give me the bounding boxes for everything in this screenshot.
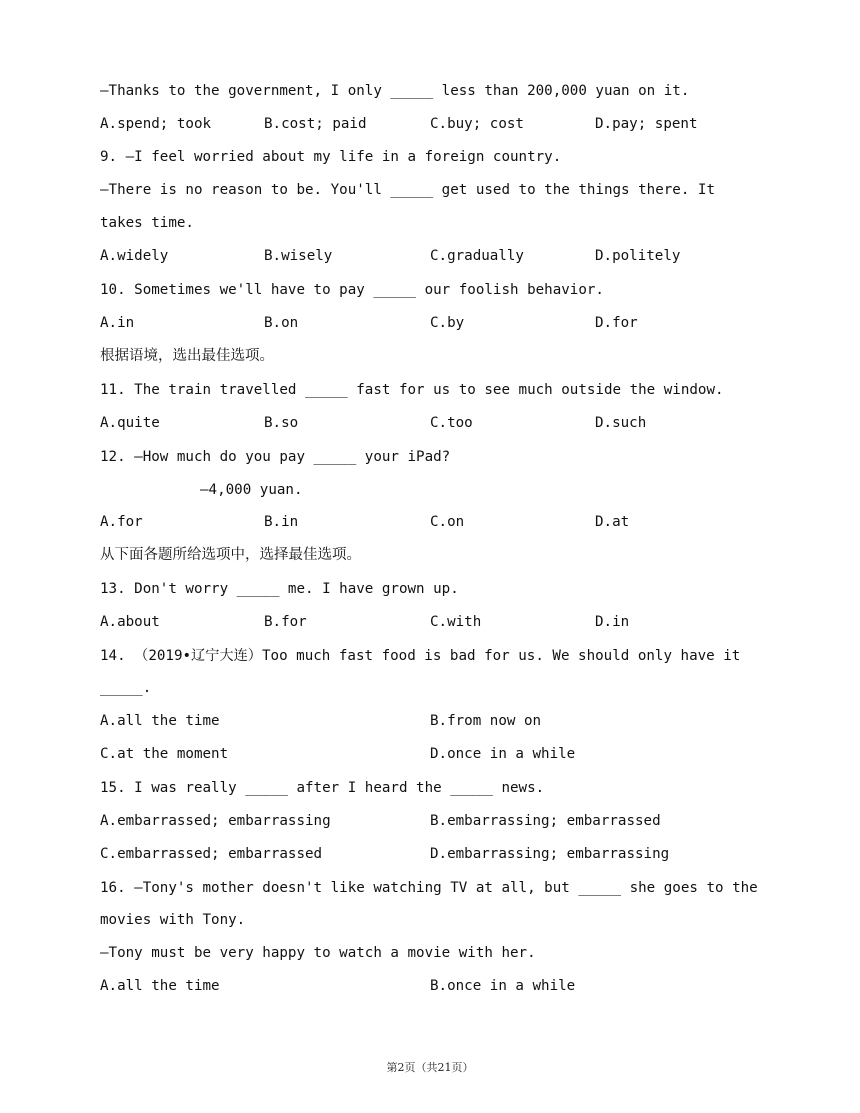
option-c: C.on bbox=[430, 514, 465, 530]
question-13: 13. Don't worry _____ me. I have grown up. bbox=[100, 581, 459, 597]
question-8-answer-line: —Thanks to the government, I only _____ less than 200,000 yuan on it. bbox=[100, 83, 690, 99]
option-b: B.so bbox=[264, 415, 299, 431]
option-a: A.all the time bbox=[100, 713, 220, 729]
option-c: C.by bbox=[430, 315, 465, 331]
option-c: C.too bbox=[430, 415, 473, 431]
option-a: A.all the time bbox=[100, 978, 220, 994]
option-d: D.such bbox=[595, 415, 647, 431]
option-d: D.embarrassing; embarrassing bbox=[430, 846, 670, 862]
option-a: A.in bbox=[100, 315, 135, 331]
option-d: D.in bbox=[595, 614, 630, 630]
question-9-line-3: takes time. bbox=[100, 215, 194, 231]
option-c: C.at the moment bbox=[100, 746, 229, 762]
option-b: B.embarrassing; embarrassed bbox=[430, 813, 661, 829]
option-b: B.wisely bbox=[264, 248, 333, 264]
section-instruction: 从下面各题所给选项中，选择最佳选项。 bbox=[100, 547, 361, 563]
question-15: 15. I was really _____ after I heard the _____ news. bbox=[100, 780, 545, 796]
option-d: D.pay; spent bbox=[595, 116, 698, 132]
question-14-line-2: _____. bbox=[100, 680, 152, 696]
question-12-line-2: —4,000 yuan. bbox=[200, 482, 303, 498]
option-a: A.spend; took bbox=[100, 116, 212, 132]
option-d: D.for bbox=[595, 315, 638, 331]
option-d: D.at bbox=[595, 514, 630, 530]
option-b: B.cost; paid bbox=[264, 116, 367, 132]
question-16-line-2: movies with Tony. bbox=[100, 912, 246, 928]
question-12: 12. —How much do you pay _____ your iPad? bbox=[100, 449, 451, 465]
question-16: 16. —Tony's mother doesn't like watching TV at all, but _____ she goes to the bbox=[100, 880, 758, 896]
option-b: B.from now on bbox=[430, 713, 542, 729]
option-a: A.for bbox=[100, 514, 143, 530]
option-a: A.widely bbox=[100, 248, 169, 264]
page-number-footer: 第2页（共21页） bbox=[386, 1061, 474, 1074]
option-a: A.embarrassed; embarrassing bbox=[100, 813, 331, 829]
option-c: C.with bbox=[430, 614, 482, 630]
option-b: B.for bbox=[264, 614, 307, 630]
option-a: A.quite bbox=[100, 415, 160, 431]
option-d: D.politely bbox=[595, 248, 681, 264]
option-b: B.on bbox=[264, 315, 299, 331]
question-11: 11. The train travelled _____ fast for us to see much outside the window. bbox=[100, 382, 724, 398]
option-d: D.once in a while bbox=[430, 746, 576, 762]
question-14: 14. （2019•辽宁大连）Too much fast food is bad for us. We should only have it bbox=[100, 648, 741, 664]
question-10: 10. Sometimes we'll have to pay _____ our foolish behavior. bbox=[100, 282, 604, 298]
option-c: C.buy; cost bbox=[430, 116, 524, 132]
question-9-line-2: —There is no reason to be. You'll _____ get used to the things there. It bbox=[100, 182, 715, 198]
question-16-line-3: —Tony must be very happy to watch a movie with her. bbox=[100, 945, 536, 961]
option-a: A.about bbox=[100, 614, 160, 630]
section-instruction: 根据语境，选出最佳选项。 bbox=[100, 348, 274, 364]
question-9: 9. —I feel worried about my life in a foreign country. bbox=[100, 149, 562, 165]
option-b: B.once in a while bbox=[430, 978, 576, 994]
option-b: B.in bbox=[264, 514, 299, 530]
option-c: C.gradually bbox=[430, 248, 524, 264]
option-c: C.embarrassed; embarrassed bbox=[100, 846, 323, 862]
